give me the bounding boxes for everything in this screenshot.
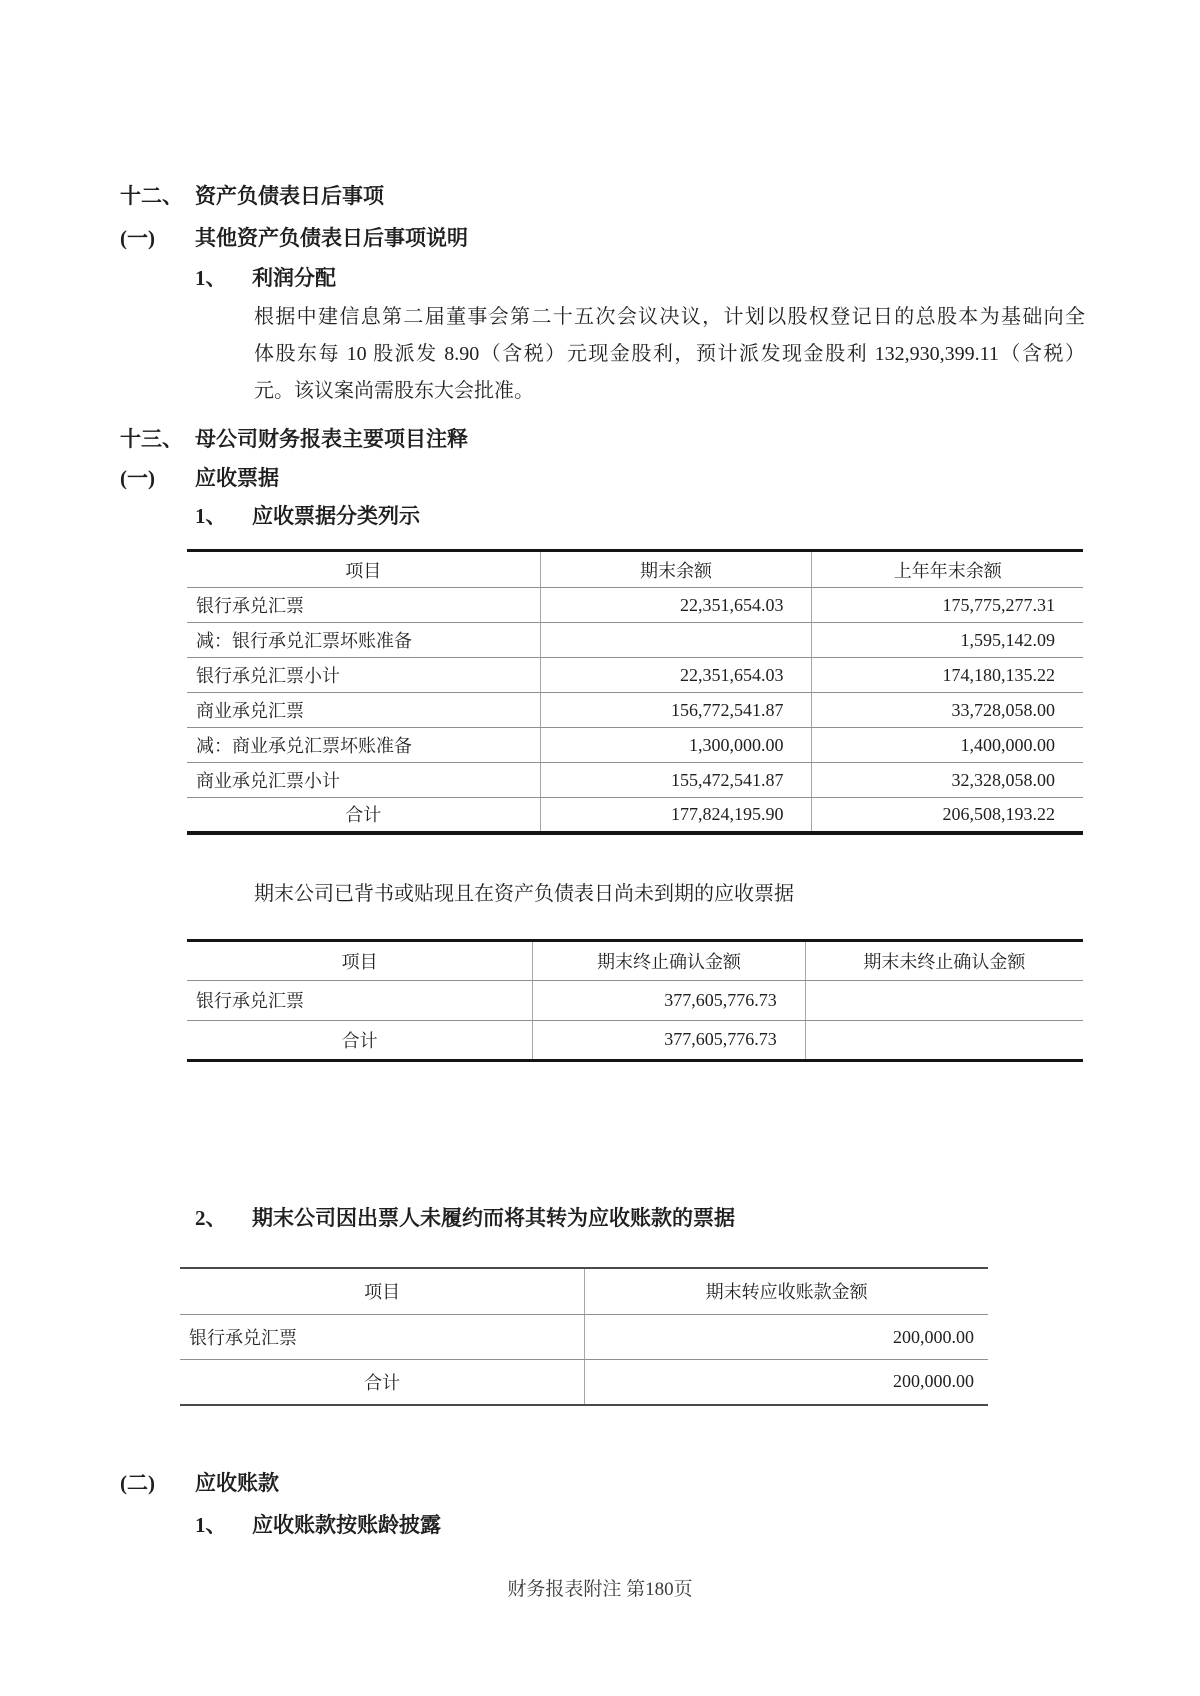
section-heading-13-2-1 [195, 1512, 1085, 1538]
section-title: 资产负债表日后事项 [195, 184, 384, 208]
section-heading-13-1 [120, 465, 1085, 491]
section-number: 2、 [195, 1205, 227, 1230]
table-total-row [187, 1020, 1083, 1060]
table-total-row [187, 798, 1083, 833]
section-title: 应收账款 [195, 1470, 279, 1495]
section-heading-12-1 [120, 225, 1085, 251]
table-row [187, 728, 1083, 763]
cell-value: 32,328,058.00 [812, 763, 1083, 798]
section-number: 十三、 [120, 427, 183, 451]
total-value [805, 1020, 1083, 1060]
cell-value: 155,472,541.87 [540, 763, 812, 798]
column-header: 上年年末余额 [812, 551, 1083, 588]
row-label: 银行承兑汇票 [187, 588, 540, 623]
total-value: 177,824,195.90 [540, 798, 812, 833]
cell-value: 1,400,000.00 [812, 728, 1083, 763]
row-label: 银行承兑汇票 [180, 1315, 585, 1360]
total-value: 206,508,193.22 [812, 798, 1083, 833]
section-heading-12-1-1 [195, 265, 1085, 291]
cell-value: 200,000.00 [585, 1315, 988, 1360]
section-title: 利润分配 [252, 266, 336, 290]
paragraph-line: 体股东每 10 股派发 8.90（含税）元现金股利，预计派发现金股利 132,930,399.11（含税） [254, 343, 1085, 365]
cell-value: 22,351,654.03 [540, 588, 812, 623]
row-label: 减：银行承兑汇票坏账准备 [187, 623, 540, 658]
row-label: 减：商业承兑汇票坏账准备 [187, 728, 540, 763]
cell-value: 1,300,000.00 [540, 728, 812, 763]
cell-value: 377,605,776.73 [533, 980, 805, 1020]
paragraph-line: 根据中建信息第二届董事会第二十五次会议决议，计划以股权登记日的总股本为基础向全 [254, 306, 1085, 328]
cell-value: 156,772,541.87 [540, 693, 812, 728]
table-header-row [187, 551, 1083, 588]
column-header: 项目 [187, 940, 533, 980]
endorsed-notes-paragraph: 期末公司已背书或贴现且在资产负债表日尚未到期的应收票据 [254, 882, 794, 905]
total-value: 200,000.00 [585, 1360, 988, 1405]
section-heading-13 [120, 426, 1085, 452]
table-row [180, 1315, 988, 1360]
section-heading-12 [120, 183, 1085, 209]
cell-value: 33,728,058.00 [812, 693, 1083, 728]
page-footer: 财务报表附注 第180页 [507, 1579, 693, 1600]
paragraph-line: 元。该议案尚需股东大会批准。 [254, 380, 534, 402]
section-heading-13-1-2 [195, 1205, 1085, 1231]
total-label: 合计 [345, 805, 382, 826]
cell-value [540, 623, 812, 658]
section-title: 应收账款按账龄披露 [252, 1512, 441, 1537]
row-label: 商业承兑汇票 [187, 693, 540, 728]
section-title: 母公司财务报表主要项目注释 [195, 427, 468, 451]
column-header: 项目 [187, 551, 540, 588]
table-header-row [187, 940, 1083, 980]
table-row [187, 980, 1083, 1020]
transferred-notes-table [180, 1267, 988, 1406]
section-title: 期末公司因出票人未履约而将其转为应收账款的票据 [252, 1205, 735, 1230]
table-row [187, 623, 1083, 658]
endorsed-notes-table [187, 939, 1083, 1062]
cell-value: 174,180,135.22 [812, 658, 1083, 693]
table-header-row [180, 1268, 988, 1315]
table-row [187, 658, 1083, 693]
section-number: 1、 [195, 504, 227, 528]
column-header: 期末未终止确认金额 [805, 940, 1083, 980]
table-row [187, 588, 1083, 623]
column-header: 期末余额 [540, 551, 812, 588]
profit-distribution-paragraph [254, 299, 1085, 410]
cell-value: 22,351,654.03 [540, 658, 812, 693]
section-heading-13-2 [120, 1470, 1085, 1496]
table-row [187, 693, 1083, 728]
section-number: (一) [120, 226, 155, 250]
column-header: 期末终止确认金额 [533, 940, 805, 980]
table-row [187, 763, 1083, 798]
section-heading-13-1-1 [195, 503, 1085, 529]
cell-value [805, 980, 1083, 1020]
row-label: 银行承兑汇票小计 [187, 658, 540, 693]
section-number: 十二、 [120, 184, 183, 208]
column-header: 期末转应收账款金额 [585, 1268, 988, 1315]
section-number: 1、 [195, 266, 227, 290]
section-title: 应收票据 [195, 466, 279, 490]
page-content [120, 183, 1085, 1538]
cell-value: 1,595,142.09 [812, 623, 1083, 658]
cell-value: 175,775,277.31 [812, 588, 1083, 623]
section-number: (一) [120, 466, 155, 490]
total-label: 合计 [341, 1030, 378, 1051]
section-number: (二) [120, 1470, 155, 1495]
notes-receivable-classification-table [187, 549, 1083, 835]
row-label: 商业承兑汇票小计 [187, 763, 540, 798]
section-title: 其他资产负债表日后事项说明 [195, 226, 468, 250]
total-value: 377,605,776.73 [533, 1020, 805, 1060]
row-label: 银行承兑汇票 [187, 980, 533, 1020]
section-title: 应收票据分类列示 [252, 504, 420, 528]
section-number: 1、 [195, 1512, 227, 1537]
table-total-row [180, 1360, 988, 1405]
total-label: 合计 [364, 1372, 401, 1393]
column-header: 项目 [180, 1268, 585, 1315]
